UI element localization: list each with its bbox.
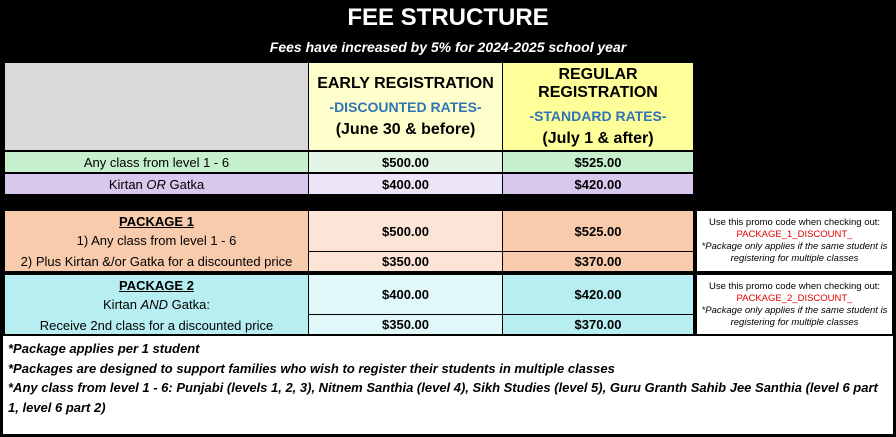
package-2-kirtan-text: Kirtan bbox=[103, 297, 141, 312]
regular-registration-header bbox=[502, 62, 694, 151]
package-1-label-cell bbox=[4, 210, 309, 272]
any-class-early-cell bbox=[308, 151, 503, 173]
page-title: FEE STRUCTURE bbox=[347, 4, 549, 31]
early-registration-dates: (June 30 & before) bbox=[335, 120, 476, 138]
regular-registration-dates: (July 1 & after) bbox=[542, 129, 654, 147]
package-1-promo-note: *Package only applies if the same student is registering for multiple classes bbox=[701, 241, 888, 264]
note-packages-purpose: *Packages are designed to support families who wish to register their students in multiple classes bbox=[8, 360, 615, 376]
any-class-label: Any class from level 1 - 6 bbox=[83, 154, 230, 170]
package-1-regular-price-1: $525.00 bbox=[574, 223, 622, 239]
package-1-early-cell-2 bbox=[308, 251, 503, 272]
package-1-early-price-1: $500.00 bbox=[382, 223, 429, 239]
early-registration-rate-type: -DISCOUNTED RATES- bbox=[329, 98, 482, 115]
kirtan-gatka-regular-price: $420.00 bbox=[574, 176, 622, 192]
package-2-early-cell-2 bbox=[308, 314, 503, 335]
package-2-line-2: Receive 2nd class for a discounted price bbox=[39, 318, 274, 333]
regular-registration-title: REGULAR REGISTRATION bbox=[538, 65, 658, 101]
package-2-title: PACKAGE 2 bbox=[119, 278, 194, 293]
package-2-regular-cell-2 bbox=[502, 314, 694, 335]
package-2-gatka-text: Gatka: bbox=[168, 297, 210, 312]
package-1-promo-code: PACKAGE_1_DISCOUNT_ bbox=[736, 229, 853, 240]
any-class-regular-price: $525.00 bbox=[574, 154, 622, 170]
package-1-title: PACKAGE 1 bbox=[119, 214, 194, 229]
kirtan-gatka-label-cell bbox=[4, 173, 309, 195]
kirtan-gatka-early-cell bbox=[308, 173, 503, 195]
package-1-promo-cell bbox=[696, 210, 893, 272]
kirtan-gatka-regular-cell bbox=[502, 173, 694, 195]
any-class-early-price: $500.00 bbox=[382, 154, 429, 170]
header-blank-cell bbox=[4, 62, 309, 151]
page-subtitle: Fees have increased by 5% for 2024-2025 school year bbox=[269, 39, 627, 55]
gatka-text: Gatka bbox=[165, 176, 205, 192]
early-registration-header bbox=[308, 62, 503, 151]
package-2-early-cell-1 bbox=[308, 274, 503, 315]
kirtan-text: Kirtan bbox=[108, 176, 147, 192]
kirtan-gatka-early-price: $400.00 bbox=[382, 176, 429, 192]
regular-registration-rate-type: -STANDARD RATES- bbox=[529, 107, 667, 124]
package-2-and-text: AND bbox=[140, 297, 169, 312]
any-class-regular-cell bbox=[502, 151, 694, 173]
package-1-regular-cell-2 bbox=[502, 251, 694, 272]
package-2-promo-intro: Use this promo code when checking out: bbox=[708, 280, 881, 292]
package-2-early-price-1: $400.00 bbox=[382, 287, 429, 302]
package-1-early-price-2: $350.00 bbox=[382, 254, 429, 269]
any-class-label-cell bbox=[4, 151, 309, 173]
kirtan-gatka-label bbox=[109, 177, 204, 192]
or-text: OR bbox=[146, 176, 166, 192]
package-2-line-1 bbox=[103, 297, 210, 312]
package-1-regular-cell-1 bbox=[502, 210, 694, 252]
package-2-regular-price-2: $370.00 bbox=[574, 317, 622, 332]
note-class-levels: *Any class from level 1 - 6: Punjabi (levels 1, 2, 3), Nitnem Santhia (level 4), Sikh Studies (level 5), Guru Granth Sahib Jee Santhia (level 6 part 1, level 6 part 2) bbox=[8, 380, 878, 415]
package-2-regular-cell-1 bbox=[502, 274, 694, 315]
package-1-early-cell-1 bbox=[308, 210, 503, 252]
notes-section bbox=[3, 336, 893, 434]
package-1-promo-intro: Use this promo code when checking out: bbox=[708, 217, 881, 228]
package-2-promo-cell bbox=[696, 274, 893, 335]
note-per-student: *Package applies per 1 student bbox=[8, 341, 200, 356]
package-2-early-price-2: $350.00 bbox=[382, 317, 429, 332]
package-2-label-cell bbox=[4, 274, 309, 335]
package-2-promo-code: PACKAGE_2_DISCOUNT_ bbox=[736, 292, 853, 304]
package-2-promo-note: *Package only applies if the same student is registering for multiple classes bbox=[701, 304, 888, 328]
package-1-line-1: 1) Any class from level 1 - 6 bbox=[76, 233, 237, 248]
package-2-regular-price-1: $420.00 bbox=[574, 287, 622, 302]
package-1-regular-price-2: $370.00 bbox=[574, 254, 622, 269]
early-registration-title: EARLY REGISTRATION bbox=[317, 74, 494, 92]
package-1-line-2: 2) Plus Kirtan &/or Gatka for a discounted price bbox=[20, 254, 293, 269]
